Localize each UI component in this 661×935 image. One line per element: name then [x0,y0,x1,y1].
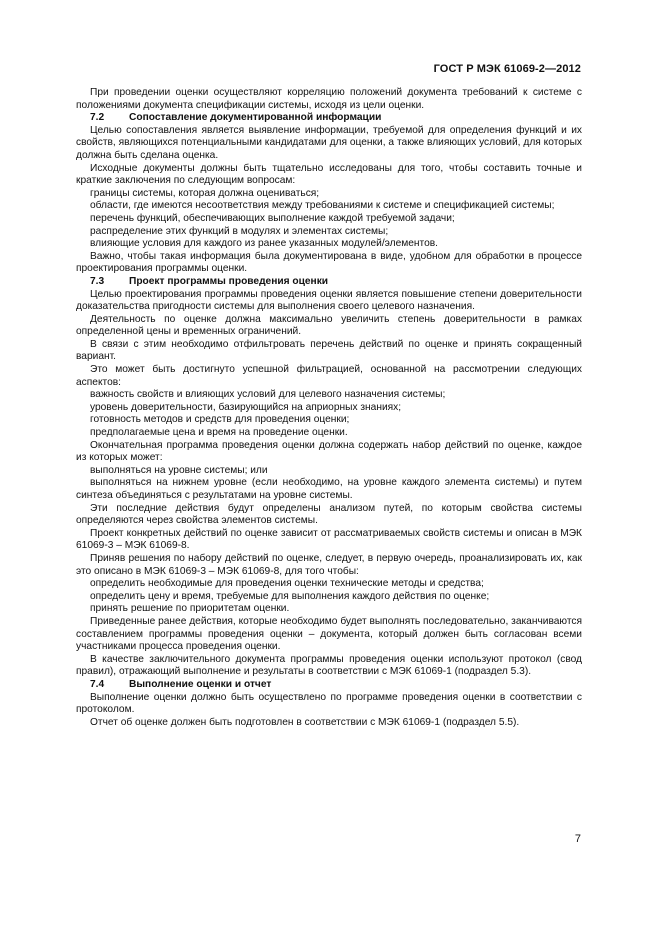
section-heading [76,276,582,289]
paragraph: Окончательная программа проведения оценки должна содержать набор действий по оценке, каждое из которых может: [76,439,582,464]
list-item: области, где имеются несоответствия между требованиями к системе и спецификацией системы; [90,200,555,212]
paragraph: Проект конкретных действий по оценке зависит от рассматриваемых свойств системы и описан в МЭК 61069-3 – МЭК 61069-8. [76,527,582,552]
list-item: перечень функций, обеспечивающих выполнение каждой требуемой задачи; [90,212,455,224]
section-title: Проект программы проведения оценки [129,275,329,287]
list-item: готовность методов и средств для проведения оценки; [90,414,350,426]
paragraph: Целью проектирования программы проведения оценки является повышение степени доверительности доказательства пригодности системы для выполнения своего целевого назначения. [76,288,582,313]
paragraph: Приняв решения по набору действий по оценке, следует, в первую очередь, проанализировать их, как это описано в МЭК 61069-3 – МЭК 61069-8, для того чтобы: [76,552,582,577]
section-number: 7.2 [90,112,105,124]
list-item: принять решение по приоритетам оценки. [90,603,290,615]
paragraph: В связи с этим необходимо отфильтровать перечень действий по оценке и принять сокращенный вариант. [76,338,582,363]
list-item: границы системы, которая должна оцениваться; [90,187,320,199]
list-item: важность свойств и влияющих условий для целевого назначения системы; [90,389,446,401]
paragraph: Приведенные ранее действия, которые необходимо будет выполнять последовательно, заканчиваются составлением программы проведения оценки – документа, который должен быть согласован всеми участниками процесса проведения оценки. [76,615,582,653]
document-header: ГОСТ Р МЭК 61069-2—2012 [433,63,581,75]
paragraph: Выполнение оценки должно быть осуществлено по программе проведения оценки в соответствии с протоколом. [76,691,582,716]
section-number: 7.3 [90,275,105,287]
page-number: 7 [574,833,581,845]
paragraph: Исходные документы должны быть тщательно исследованы для того, чтобы составить точные и краткие заключения по следующим вопросам: [76,162,582,187]
list-item: предполагаемые цена и время на проведение оценки. [90,427,348,439]
document-body [76,87,582,729]
list-item: выполняться на уровне системы; или [90,464,268,476]
list-item: уровень доверительности, базирующийся на априорных знаниях; [90,401,402,413]
paragraph: Важно, чтобы такая информация была документирована в виде, удобном для обработки в процессе проектирования программы оценки. [76,250,582,275]
section-heading [76,679,582,692]
list-item: распределение этих функций в модулях и элементах системы; [90,225,389,237]
section-title: Выполнение оценки и отчет [129,678,272,690]
paragraph: При проведении оценки осуществляют корреляцию положений документа требований к системе с положениями документа спецификации системы, исходя из цели оценки. [76,87,582,111]
paragraph: Это может быть достигнуто успешной фильтрацией, основанной на рассмотрении следующих аспектов: [76,364,582,388]
paragraph: Деятельность по оценке должна максимально увеличить степень доверительности в рамках определенной цены и временных ограничений. [76,313,582,338]
section-title: Сопоставление документированной информации [129,112,382,124]
section-heading [76,112,582,125]
list-item: определить цену и время, требуемые для выполнения каждого действия по оценке; [90,590,490,602]
paragraph: Отчет об оценке должен быть подготовлен в соответствии с МЭК 61069-1 (подраздел 5.5). [90,716,520,728]
paragraph: В качестве заключительного документа программы проведения оценки используют протокол (свод правил), отражающий выполнение и результаты в соответствии с МЭК 61069-1 (подраздел 5.3). [76,653,582,678]
list-item: определить необходимые для проведения оценки технические методы и средства; [90,578,484,590]
section-number: 7.4 [90,678,105,690]
list-item: влияющие условия для каждого из ранее указанных модулей/элементов. [90,238,438,250]
paragraph: Целью сопоставления является выявление информации, требуемой для определения функций и их свойств, являющихся потенциальными кандидатами для оценки, а также влияющих условий, для которых должна быть сделана оценка. [76,124,582,161]
list-item: выполняться на нижнем уровне (если необходимо, на уровне каждого элемента системы) и путем синтеза объединяться с результатами на уровне системы. [76,477,582,501]
paragraph: Эти последние действия будут определены анализом путей, по которым свойства системы определяются через свойства элементов системы. [76,502,582,527]
